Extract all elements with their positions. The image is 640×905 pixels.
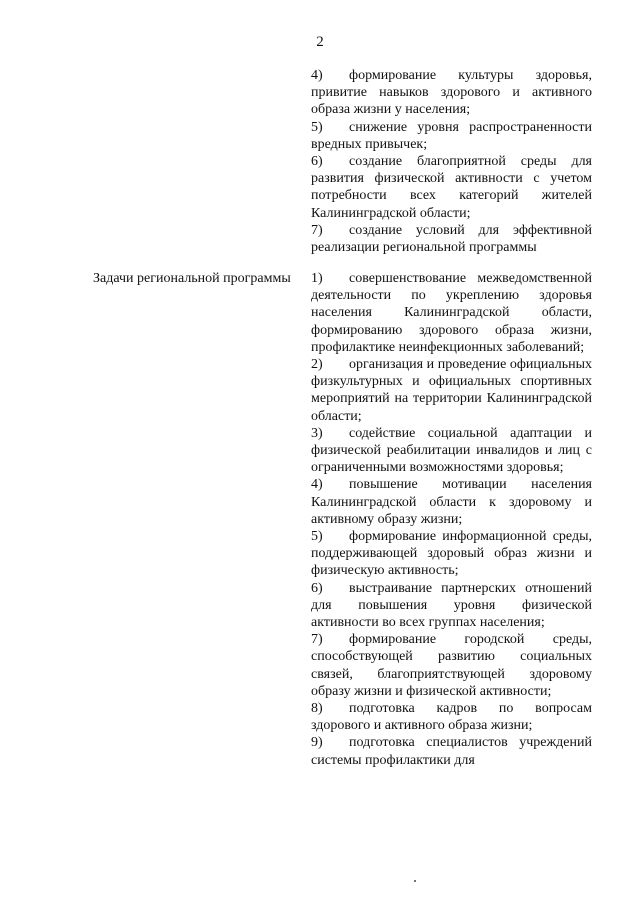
goal-item-5: 5) снижение уровня распространенности вредных привычек;: [311, 119, 592, 152]
task-item-5: 5) формирование информационной среды, поддерживающей здоровый образ жизни и физическую активность;: [311, 529, 592, 579]
goal-item-4: 4) формирование культуры здоровья, привитие навыков здорового и активного образа жизни у населения;: [311, 68, 592, 118]
task-item-2: 2) организация и проведение официальных физкультурных и официальных спортивных мероприятий на территории Калининградской области;: [311, 357, 592, 424]
tasks-section-label: Задачи региональной программы: [93, 271, 291, 286]
page-number: 2: [316, 34, 324, 50]
goals-continued-list: [311, 67, 592, 256]
goal-item-7: 7) создание условий для эффективной реализации региональной программы: [311, 222, 592, 256]
task-item-9: 9) подготовка специалистов учреждений системы профилактики для: [311, 735, 592, 768]
task-item-8: 8) подготовка кадров по вопросам здорового и активного образа жизни;: [311, 701, 592, 734]
task-item-7: 7) формирование городской среды, способствующей развитию социальных связей, благоприятствующей здоровому образу жизни и физической активности;: [311, 632, 592, 699]
task-item-6: 6) выстраивание партнерских отношений для повышения уровня физической активности во всех группах населения;: [311, 580, 592, 631]
task-item-4: 4) повышение мотивации населения Калининградской области к здоровому и активному образу жизни;: [311, 477, 592, 527]
scan-speck: [414, 880, 416, 882]
tasks-list: [311, 270, 592, 769]
task-item-1: 1) совершенствование межведомственной деятельности по укреплению здоровья населения Калининградской области, формированию здорового образа жизни, профилактике неинфекционных заболеваний;: [311, 271, 592, 355]
task-item-3: 3) содействие социальной адаптации и физической реабилитации инвалидов и лиц с ограниченными возможностями здоровья;: [311, 425, 592, 476]
goal-item-6: 6) создание благоприятной среды для развития физической активности с учетом потребности всех категорий жителей Калининградской области;: [311, 154, 592, 221]
